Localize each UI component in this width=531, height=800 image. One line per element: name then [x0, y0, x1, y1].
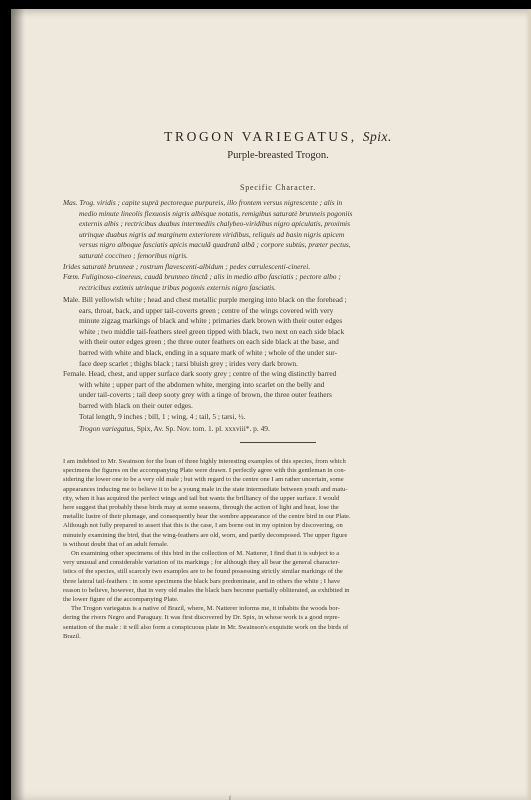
foem-line: rectricibus extimis utrinque tribus pogonis externis nigro fasciatis. — [79, 282, 276, 292]
prose-line: the lower figure of the accompanying Plate. — [63, 596, 179, 604]
english-description — [63, 295, 493, 422]
mas-line: saturatè coccineo ; femoribus nigris. — [79, 250, 188, 260]
prose-line: Although not fully prepared to assert that this is the case, I am borne out in my opinion by discovering, on — [63, 522, 343, 530]
mas-line: externis albis ; rectricibus duabus intermediis chalybeo-viridibus nigro apiculatis, proximis — [79, 219, 350, 229]
species-title-author: Spix. — [362, 129, 392, 144]
prose-line: sidering the lower one to be a very old male ; but with regard to the centre one I am rather uncertain, some — [63, 476, 344, 484]
synonym-citation — [63, 424, 509, 435]
commentary — [63, 457, 493, 641]
male-line: barred with white and black, ending in a square mark of white ; whole of the under sur- — [79, 347, 338, 357]
mas-line: medio minute lineolis flexuosis nigris albisque notatis, remigibus saturatè brunneis pogoniis — [79, 208, 353, 218]
species-title — [63, 129, 493, 145]
prose-line: is without doubt that of an adult female. — [63, 540, 169, 548]
specific-character-heading: Specific Character. — [239, 183, 317, 192]
prose-line: The Trogon variegatus is a native of Brazil, where, M. Natterer informs me, it inhabits the woods bor- — [71, 605, 340, 613]
species-title-main: TROGON VARIEGATUS, — [164, 129, 357, 144]
male-line: ears, throat, back, and upper tail-coverts green ; centre of the wings covered with very — [79, 305, 334, 315]
female-line: barred with black on their outer edges. — [79, 400, 193, 410]
section-divider — [240, 442, 316, 443]
synonym-reference: Spix, Av. Sp. Nov. tom. 1. pl. xxxviii*. p. 49. — [136, 424, 270, 433]
male-line: white ; two middle tail-feathers steel green tipped with black, two next on each side black — [79, 326, 345, 336]
page-gutter-shadow — [11, 9, 25, 800]
male-line: minute zigzag markings of black and white ; primaries dark brown with their outer edges — [79, 316, 343, 326]
mas-line: Mas. Trog. viridis ; capite suprà pectoreque purpureis, illo frontem versus nigrescente ; alis in — [63, 198, 343, 207]
prose-line: metallic lustre of their plumage, and consequently bear the sombre appearance of the centre bird in our Plate. — [63, 513, 351, 521]
female-line: Female. Head, chest, and upper surface dark sooty grey ; centre of the wing distinctly barred — [63, 369, 337, 379]
prose-line: rity, when it has acquired the perfect wings and tail but wants the brilliancy of the upper surface. I would — [63, 494, 340, 502]
prose-line: Brazil. — [63, 632, 81, 640]
female-line: with white ; upper part of the abdomen white, merging into scarlet on the belly and — [79, 379, 325, 389]
foem-line: Fœm. Fuliginoso-cinereus, caudâ brunneo tinctâ ; alis in medio albo fasciatis ; pectore albo ; — [63, 272, 341, 282]
prose-line: minutely examining the bird, that the wing-feathers are old, worn, and partly decomposed. The upper figure — [63, 531, 348, 539]
signature-mark: f — [229, 796, 231, 800]
prose-line: here suggest that probably these birds may at some seasons, through the action of light and heat, lose the — [63, 504, 339, 512]
latin-description — [63, 198, 493, 293]
prose-line: very unusual and considerable variation of its markings ; for although they all bear the general character- — [63, 559, 340, 567]
page-edge — [525, 9, 531, 800]
prose-line: three lateral tail-feathers : in some specimens the black bars predominate, and in others the white ; I have — [63, 577, 341, 585]
prose-line: dering the rivers Negro and Paraguay. It was first discovered by Dr. Spix, in whose work is a good repre- — [63, 614, 340, 622]
prose-line: I am indebted to Mr. Swainson for the loan of three highly interesting examples of this species, from which — [63, 458, 346, 465]
prose-line: On examining other specimens of this bird in the collection of M. Natterer, I find that it is subject to a — [71, 550, 340, 558]
prose-line: istics of the species, still scarcely two examples are to be found possessing strictly similar markings of the — [63, 568, 343, 576]
common-name: Purple-breasted Trogon. — [227, 150, 329, 161]
irides-line: Irides saturatè brunneæ ; rostrum flavescenti-albidum ; pedes cœrulescenti-cinerei. — [63, 261, 311, 271]
male-line: with their outer edges green ; the three outer feathers on each side black at the base, and — [79, 337, 339, 347]
prose-line: sentation of the male : it will also form a conspicuous plate in Mr. Swainson's exquisite work on the birds of — [63, 623, 349, 631]
book-page — [11, 9, 531, 800]
synonym-name: Trogon variegatus, — [79, 424, 135, 433]
prose-line: reason to believe, however, that in very old males the black bars become partially obliterated, as exhibited in — [63, 586, 350, 594]
total-length: Total length, 9 inches ; bill, 1 ; wing, 4 ; tail, 5 ; tarsi, ½. — [79, 411, 246, 421]
mas-line: versus nigro alboque fasciatis apicis maculâ quadratâ albâ ; corpore subtùs, præter pectus, — [79, 240, 351, 250]
prose-line: appearances inducing me to believe it to be a young male in the state intermediate between youth and matu- — [63, 485, 348, 493]
male-line: Male. Bill yellowish white ; head and chest metallic purple merging into black on the forehead ; — [63, 295, 347, 304]
female-line: under tail-coverts ; tail deep sooty grey with a tinge of brown, the three outer feathers — [79, 390, 332, 400]
mas-line: utrinque duabus nigris ad marginem exteriorem viridibus, reliquis ad basin nigris apicem — [79, 229, 345, 239]
male-line: face deep scarlet ; thighs black ; tarsi bluish grey ; irides very dark brown. — [79, 358, 298, 368]
prose-line: specimens the figures on the accompanying Plate were drawn. I perfectly agree with this gentleman in con- — [63, 467, 346, 475]
